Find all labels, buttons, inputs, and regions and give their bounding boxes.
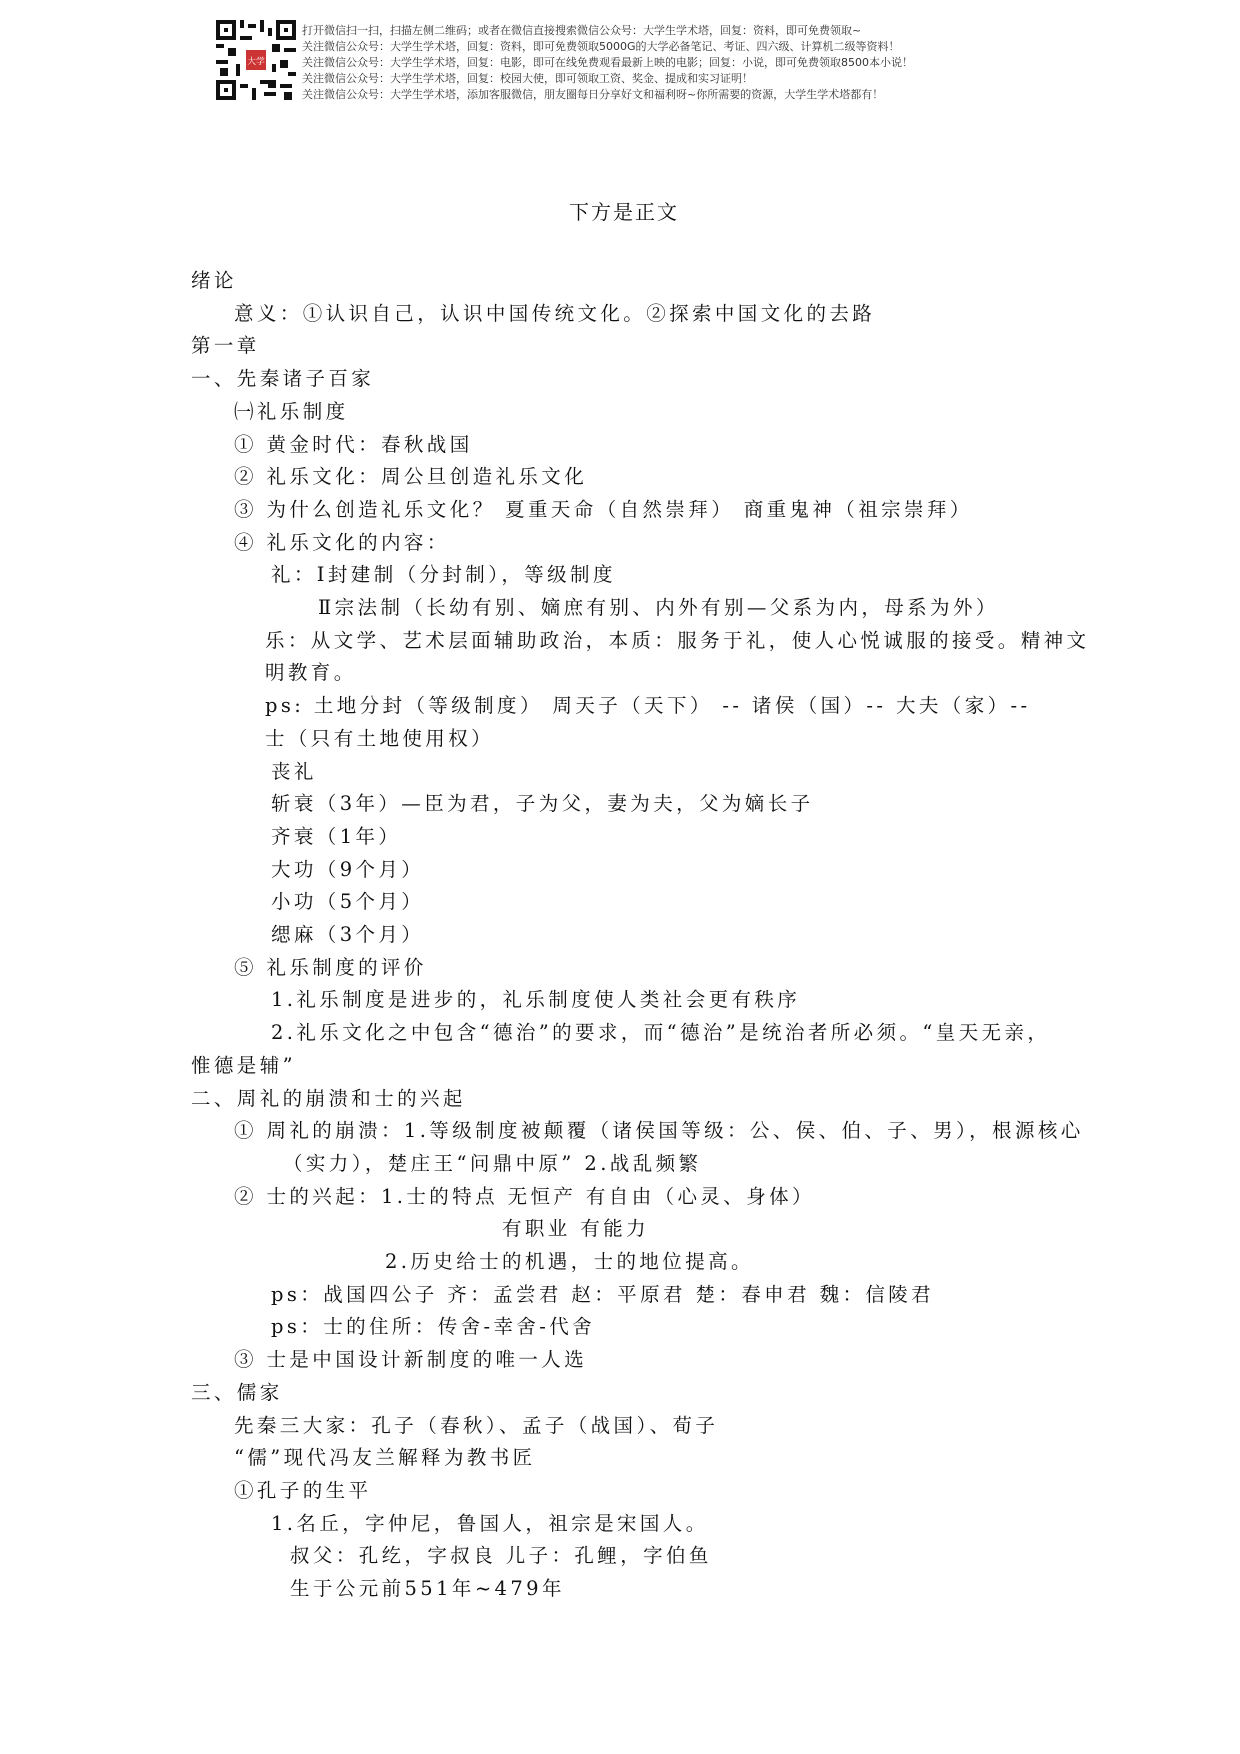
text-line: 缌麻（3个月） — [271, 923, 425, 946]
svg-text:大学: 大学 — [247, 57, 265, 67]
text-line: 惟德是辅” — [191, 1053, 296, 1077]
text-line: 叔父：孔纥，字叔良 儿子：孔鲤，字伯鱼 — [290, 1544, 712, 1568]
document-title: 下方是正文 — [569, 200, 679, 224]
text-line: （实力），楚庄王“问鼎中原” 2.战乱频繁 — [283, 1151, 702, 1175]
text-line: ①孔子的生平 — [234, 1478, 372, 1502]
promo-line: 关注微信公众号：大学生学术塔，回复：电影，即可在线免费观看最新上映的电影；回复：小说，即可免费领取8500本小说！ — [302, 56, 913, 69]
text-line: 士（只有土地使用权） — [265, 726, 495, 750]
text-line: ① 周礼的崩溃：1.等级制度被颠覆（诸侯国等级：公、侯、伯、子、男），根源核心 — [234, 1119, 1084, 1143]
text-line: 明教育。 — [265, 661, 357, 685]
text-line: 三、儒家 — [191, 1380, 283, 1404]
text-line: 二、周礼的崩溃和士的兴起 — [191, 1086, 466, 1110]
text-line: 生于公元前551年~479年 — [290, 1577, 565, 1600]
text-line: ① 黄金时代：春秋战国 — [234, 432, 473, 456]
text-line: 小功（5个月） — [271, 890, 425, 914]
promo-line: 关注微信公众号：大学生学术塔，回复：资料，即可免费领取5000G的大学必备笔记、考证、四六级、计算机二级等资料！ — [302, 40, 900, 53]
promo-line: 关注微信公众号：大学生学术塔，添加客服微信，朋友圈每日分享好文和福利呀~你所需要的资源，大学生学术塔都有！ — [302, 88, 884, 101]
text-line: ps: 土地分封（等级制度） 周天子（天下） -- 诸侯（国）-- 大夫（家）-- — [265, 694, 1031, 718]
text-line: 2.历史给士的机遇，士的地位提高。 — [385, 1250, 754, 1273]
text-line: 丧礼 — [271, 759, 317, 783]
text-line: 2.礼乐文化之中包含“德治”的要求，而“德治”是统治者所必须。“皇天无亲， — [271, 1021, 1051, 1045]
text-line: 礼：Ⅰ封建制（分封制），等级制度 — [271, 563, 616, 587]
text-line: ps：战国四公子 齐：孟尝君 赵：平原君 楚：春申君 魏：信陵君 — [271, 1282, 935, 1306]
text-line: ② 礼乐文化：周公旦创造礼乐文化 — [234, 465, 588, 489]
text-line: ㈠礼乐制度 — [234, 399, 349, 423]
text-line: 有职业 有能力 — [502, 1217, 649, 1241]
text-line: 1.名丘，字仲尼，鲁国人，祖宗是宋国人。 — [271, 1511, 709, 1535]
text-line: 1.礼乐制度是进步的，礼乐制度使人类社会更有秩序 — [271, 988, 801, 1012]
text-line: 先秦三大家：孔子（春秋）、孟子（战国）、荀子 — [234, 1413, 719, 1437]
text-line: ③ 为什么创造礼乐文化？ 夏重天命（自然崇拜） 商重鬼神（祖宗崇拜） — [234, 497, 973, 521]
text-line: 大功（9个月） — [271, 857, 425, 881]
text-line: 意义：①认识自己，认识中国传统文化。②探索中国文化的去路 — [234, 301, 876, 325]
text-line: Ⅱ宗法制（长幼有别、嫡庶有别、内外有别—父系为内，母系为外） — [318, 596, 999, 619]
text-line: 一、先秦诸子百家 — [191, 367, 375, 391]
text-line: ⑤ 礼乐制度的评价 — [234, 955, 427, 979]
promo-line: 打开微信扫一扫，扫描左侧二维码；或者在微信直接搜索微信公众号：大学生学术塔，回复：资料，即可免费领取~ — [302, 24, 862, 37]
qr-code-image — [216, 20, 296, 100]
text-line: ps：士的住所：传舍-幸舍-代舍 — [271, 1315, 596, 1339]
promo-line: 关注微信公众号：大学生学术塔，回复：校园大使，即可领取工资、奖金、提成和实习证明！ — [302, 72, 753, 85]
text-line: “儒”现代冯友兰解释为教书匠 — [234, 1446, 536, 1470]
text-line: 齐衰（1年） — [271, 824, 402, 848]
text-line: ③ 士是中国设计新制度的唯一人选 — [234, 1348, 588, 1372]
text-line: ② 士的兴起：1.士的特点 无恒产 有自由（心灵、身体） — [234, 1184, 815, 1208]
text-line: 第一章 — [191, 334, 260, 358]
text-line: 乐：从文学、艺术层面辅助政治，本质：服务于礼，使人心悦诚服的接受。精神文 — [265, 628, 1090, 652]
text-line: ④ 礼乐文化的内容： — [234, 530, 450, 554]
text-line: 绪论 — [191, 269, 237, 292]
text-line: 斩衰（3年）—臣为君，子为父，妻为夫，父为嫡长子 — [271, 792, 814, 816]
